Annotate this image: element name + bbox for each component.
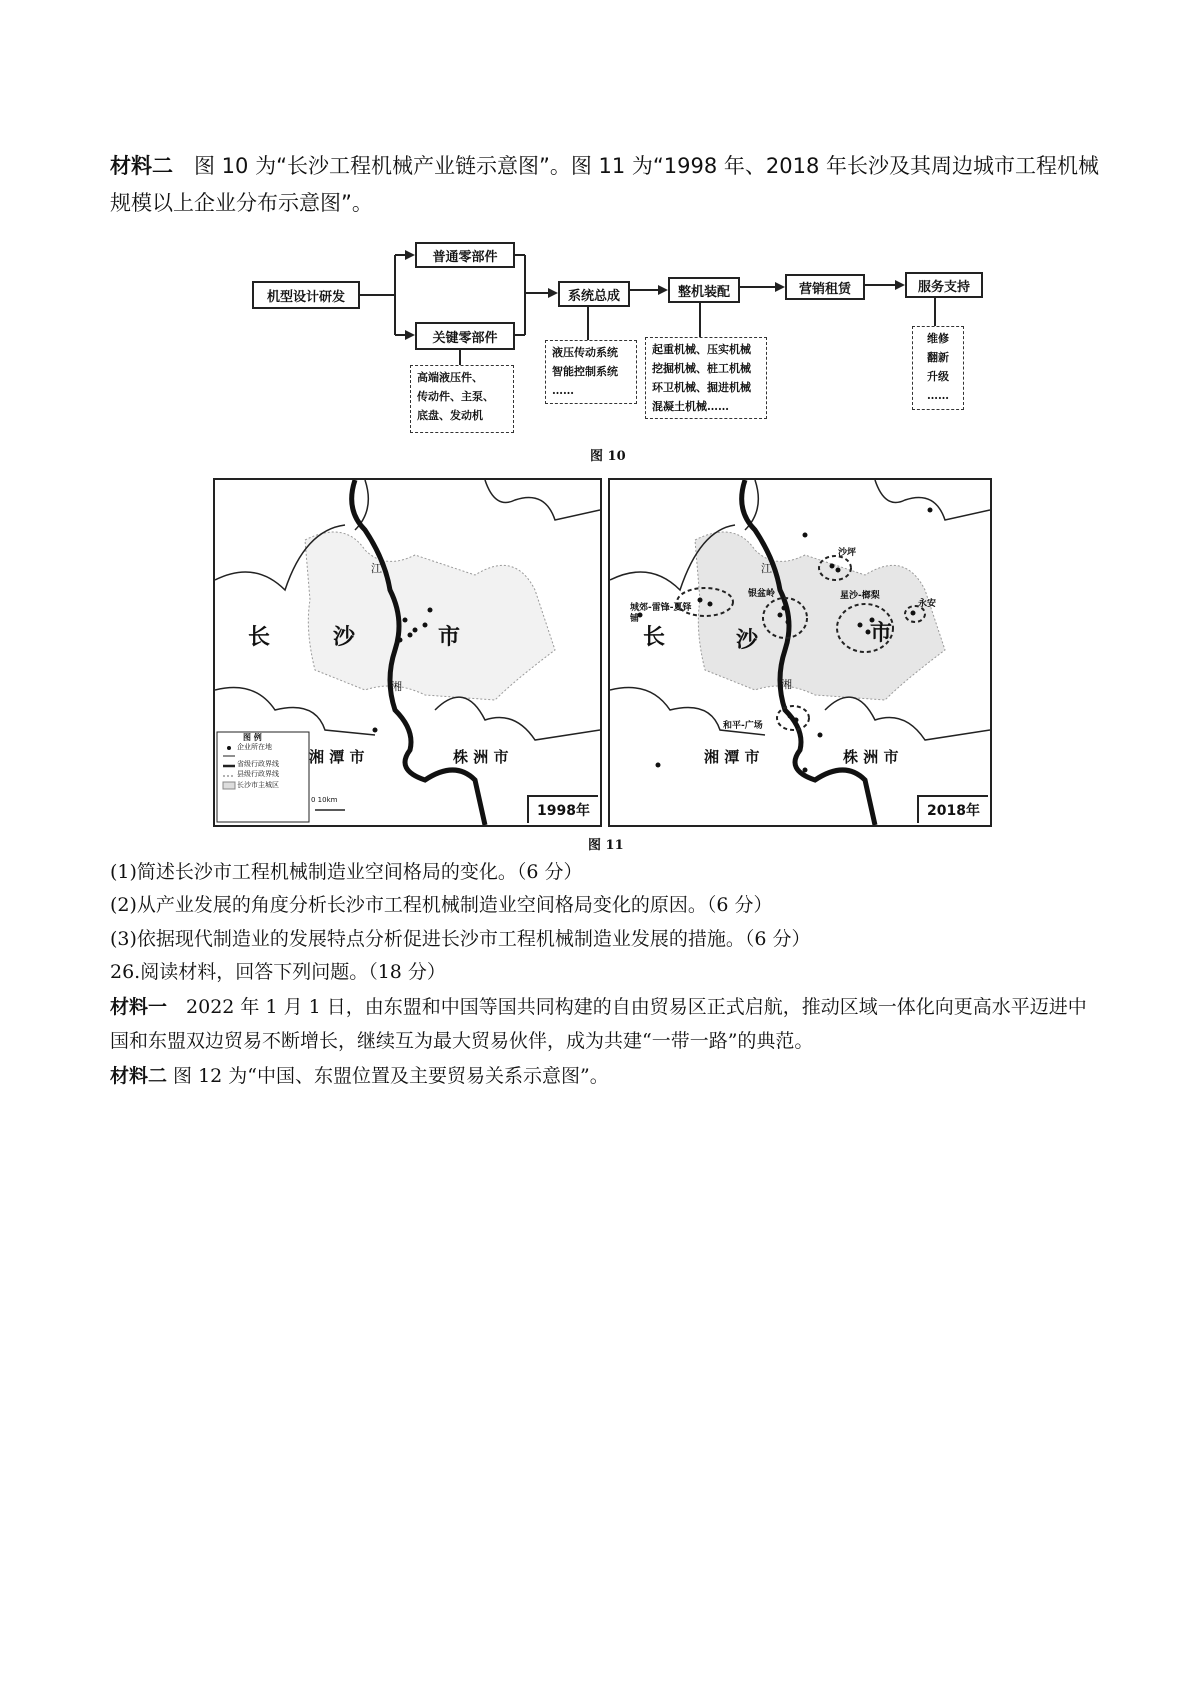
intro-label: 材料二 xyxy=(110,154,173,178)
final-assembly-box: 整机装配 xyxy=(668,277,740,303)
fig10-caption: 图 10 xyxy=(590,449,626,464)
map2018-label-chang: 长 xyxy=(643,625,666,650)
map2018-label-jiang: 江 xyxy=(761,562,772,575)
design-rd-box: 机型设计研发 xyxy=(252,281,360,309)
sales-leasing-box: 营销租赁 xyxy=(785,274,865,300)
map1998-scale-label: 0 10km xyxy=(311,796,338,804)
map1998-legend-item: 企业所在地 xyxy=(237,743,272,751)
material-1-text: 2022 年 1 月 1 日，由东盟和中国等国共同构建的自由贸易区正式启航，推动区域一体化向更高水平迈进中国和东盟双边贸易不断增长，继续互为最大贸易伙伴，成为共建“一带一路”的典范。 xyxy=(110,996,1087,1052)
assembly-detail: 起重机械、压实机械 挖掘机械、桩工机械 环卫机械、掘进机械 混凝土机械…… xyxy=(645,337,767,419)
material-2-text: 图 12 为“中国、东盟位置及主要贸易关系示意图”。 xyxy=(167,1065,609,1087)
map2018-cluster-yongan: 永安 xyxy=(918,599,937,609)
map1998-legend-item: 省级行政界线 xyxy=(237,760,279,768)
map1998-legend-title: 图 例 xyxy=(243,733,262,742)
key-parts-box: 关键零部件 xyxy=(415,322,515,350)
service-support-box: 服务支持 xyxy=(905,272,983,298)
map1998-labels xyxy=(213,478,598,823)
key-parts-detail: 高端液压件、 传动件、主泵、 底盘、发动机 xyxy=(410,365,514,433)
map1998-label-jiang: 江 xyxy=(371,562,382,575)
system-detail: 液压传动系统 智能控制系统 …… xyxy=(545,340,637,404)
map1998-label-sha: 沙 xyxy=(333,625,356,650)
map2018-cluster-heping: 和平-广场 xyxy=(723,721,763,731)
map1998-label-zhuzhou: 株 洲 市 xyxy=(453,748,509,766)
question-2: (2)从产业发展的角度分析长沙市工程机械制造业空间格局变化的原因。（6 分） xyxy=(110,894,773,916)
map2018-label-xiangtan: 湘 潭 市 xyxy=(704,748,760,766)
question-3: (3)依据现代制造业的发展特点分析促进长沙市工程机械制造业发展的措施。（6 分） xyxy=(110,928,811,950)
common-parts-box: 普通零部件 xyxy=(415,242,515,268)
service-detail: 维修 翻新 升级 …… xyxy=(912,326,964,410)
map1998-year: 1998年 xyxy=(527,795,598,823)
map2018-label-xiang: 湘 xyxy=(781,678,792,691)
figure-10 xyxy=(0,0,1200,470)
map1998-label-xiangtan: 湘 潭 市 xyxy=(309,748,365,766)
fig11-caption: 图 11 xyxy=(588,838,624,853)
system-assembly-box: 系统总成 xyxy=(558,281,630,307)
map2018-cluster-xingsha: 星沙-榔梨 xyxy=(840,591,880,601)
map2018-cluster-chengjiao: 城郊-雷锋-夏铎铺 xyxy=(630,603,692,624)
question-26-heading: 26.阅读材料，回答下列问题。（18 分） xyxy=(110,961,446,983)
map1998-legend-item: 县级行政界线 xyxy=(237,770,279,778)
material-1-paragraph xyxy=(110,990,1100,1058)
map1998-legend-item: 长沙市主城区 xyxy=(237,781,279,789)
question-1: (1)简述长沙市工程机械制造业空间格局的变化。（6 分） xyxy=(110,861,583,883)
map2018-year: 2018年 xyxy=(917,795,988,823)
figure-11 xyxy=(0,470,1200,853)
material-2-paragraph xyxy=(110,1059,1100,1093)
material-1-label: 材料一 xyxy=(110,996,168,1018)
map2018-cluster-shaping: 沙坪 xyxy=(838,548,857,558)
map1998-label-xiang: 湘 xyxy=(391,680,402,693)
map2018-label-zhuzhou: 株 洲 市 xyxy=(843,748,899,766)
map2018-cluster-yinpenling: 银盆岭 xyxy=(748,589,776,599)
map2018-label-shi: 市 xyxy=(870,621,893,646)
map1998-label-shi: 市 xyxy=(438,625,461,650)
map2018-label-sha: 沙 xyxy=(736,628,759,653)
material-2-label: 材料二 xyxy=(110,1065,168,1087)
intro-text: 图 10 为“长沙工程机械产业链示意图”。图 11 为“1998 年、2018 年长沙及其周边城市工程机械规模以上企业分布示意图”。 xyxy=(110,154,1100,215)
map2018-labels xyxy=(608,478,988,823)
map1998-label-chang: 长 xyxy=(248,625,271,650)
